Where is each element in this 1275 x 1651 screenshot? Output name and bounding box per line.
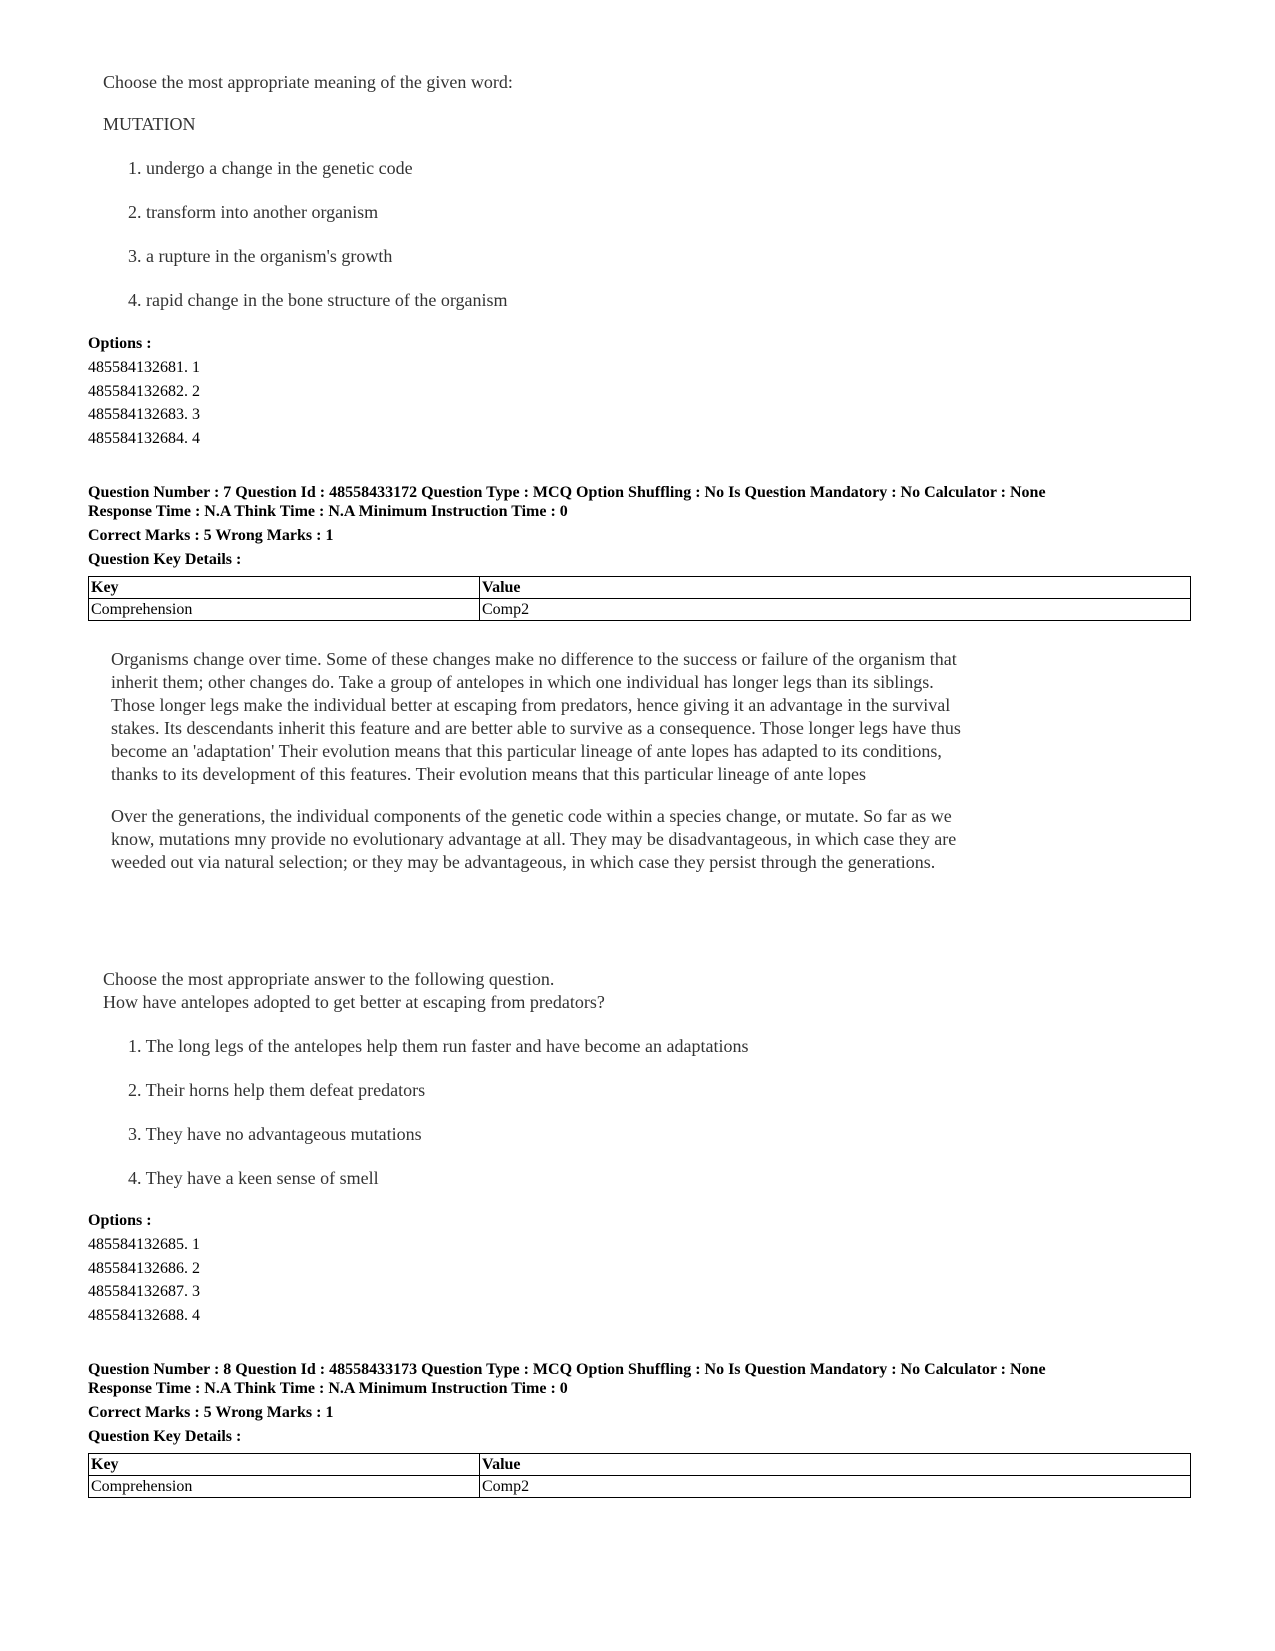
question-marks: Correct Marks : 5 Wrong Marks : 1 [88, 1404, 334, 1421]
key-cell: Comprehension [89, 599, 480, 621]
table-header-row [89, 1454, 1191, 1476]
question-marks: Correct Marks : 5 Wrong Marks : 1 [88, 527, 334, 544]
key-details-table [88, 576, 1191, 621]
table-row [89, 1476, 1191, 1498]
key-details-table [88, 1453, 1191, 1498]
choice-2: 2. Their horns help them defeat predators [128, 1080, 426, 1100]
passage-paragraph-2: Over the generations, the individual components of the genetic code within a species change, or mutate. So far as we know, mutations mny provide no evolutionary advantage at all. They may be disadvantageous, in which case they are weeded out via natural selection; or they may be advantageous, in which case they persist through the generations. [111, 806, 957, 872]
table-header-row [89, 577, 1191, 599]
key-details-label: Question Key Details : [88, 551, 242, 568]
value-cell: Comp2 [480, 1476, 1191, 1498]
question-prompt: Choose the most appropriate meaning of the given word: [103, 72, 513, 92]
choice-3: 3. a rupture in the organism's growth [128, 246, 393, 266]
choice-2: 2. transform into another organism [128, 202, 379, 222]
question-meta-line2: Response Time : N.A Think Time : N.A Minimum Instruction Time : 0 [88, 1380, 568, 1397]
question-text: How have antelopes adopted to get better at escaping from predators? [103, 992, 605, 1012]
option-item: 485584132687. 3 [88, 1283, 200, 1300]
key-cell: Comprehension [89, 1476, 480, 1498]
question-meta-line2: Response Time : N.A Think Time : N.A Minimum Instruction Time : 0 [88, 503, 568, 520]
question-meta-line1: Question Number : 7 Question Id : 48558433172 Question Type : MCQ Option Shuffling : No Is Question Mandatory : No Calculator : None [88, 484, 1046, 501]
value-header: Value [480, 577, 1191, 599]
option-item: 485584132684. 4 [88, 429, 200, 447]
choice-3: 3. They have no advantageous mutations [128, 1124, 422, 1144]
choice-4: 4. They have a keen sense of smell [128, 1168, 379, 1188]
option-item: 485584132681. 1 [88, 359, 200, 376]
option-item: 485584132685. 1 [88, 1236, 200, 1253]
option-item: 485584132682. 2 [88, 382, 200, 400]
options-label: Options : [88, 335, 152, 352]
comprehension-passage [111, 648, 981, 874]
key-header: Key [89, 1454, 480, 1476]
options-list [88, 356, 200, 450]
key-details-label: Question Key Details : [88, 1428, 242, 1445]
choice-1: 1. undergo a change in the genetic code [128, 158, 413, 178]
option-item: 485584132688. 4 [88, 1306, 200, 1324]
options-list [88, 1233, 200, 1327]
key-header: Key [89, 577, 480, 599]
passage-paragraph-1: Organisms change over time. Some of these changes make no difference to the success or failure of the organism that inherit them; other changes do. Take a group of antelopes in which one individual has longer legs than its siblings. Those longer legs make the individual better at escaping from predators, hence giving it an advantage in the survival stakes. Its descendants inherit this feature and are better able to survive as a consequence. Those longer legs have thus become an 'adaptation' Their evolution means that this particular lineage of ante lopes has adapted to its conditions, thanks to its development of this features. Their evolution means that this particular lineage of ante lopes [111, 649, 961, 784]
question-prompt: Choose the most appropriate answer to the following question. [103, 969, 555, 989]
option-item: 485584132686. 2 [88, 1259, 200, 1277]
option-item: 485584132683. 3 [88, 406, 200, 423]
choice-4: 4. rapid change in the bone structure of the organism [128, 290, 508, 310]
value-cell: Comp2 [480, 599, 1191, 621]
question-word: MUTATION [103, 114, 196, 134]
options-label: Options : [88, 1212, 152, 1229]
choice-1: 1. The long legs of the antelopes help them run faster and have become an adaptations [128, 1036, 749, 1056]
table-row [89, 599, 1191, 621]
value-header: Value [480, 1454, 1191, 1476]
question-meta-line1: Question Number : 8 Question Id : 48558433173 Question Type : MCQ Option Shuffling : No Is Question Mandatory : No Calculator : None [88, 1361, 1046, 1378]
